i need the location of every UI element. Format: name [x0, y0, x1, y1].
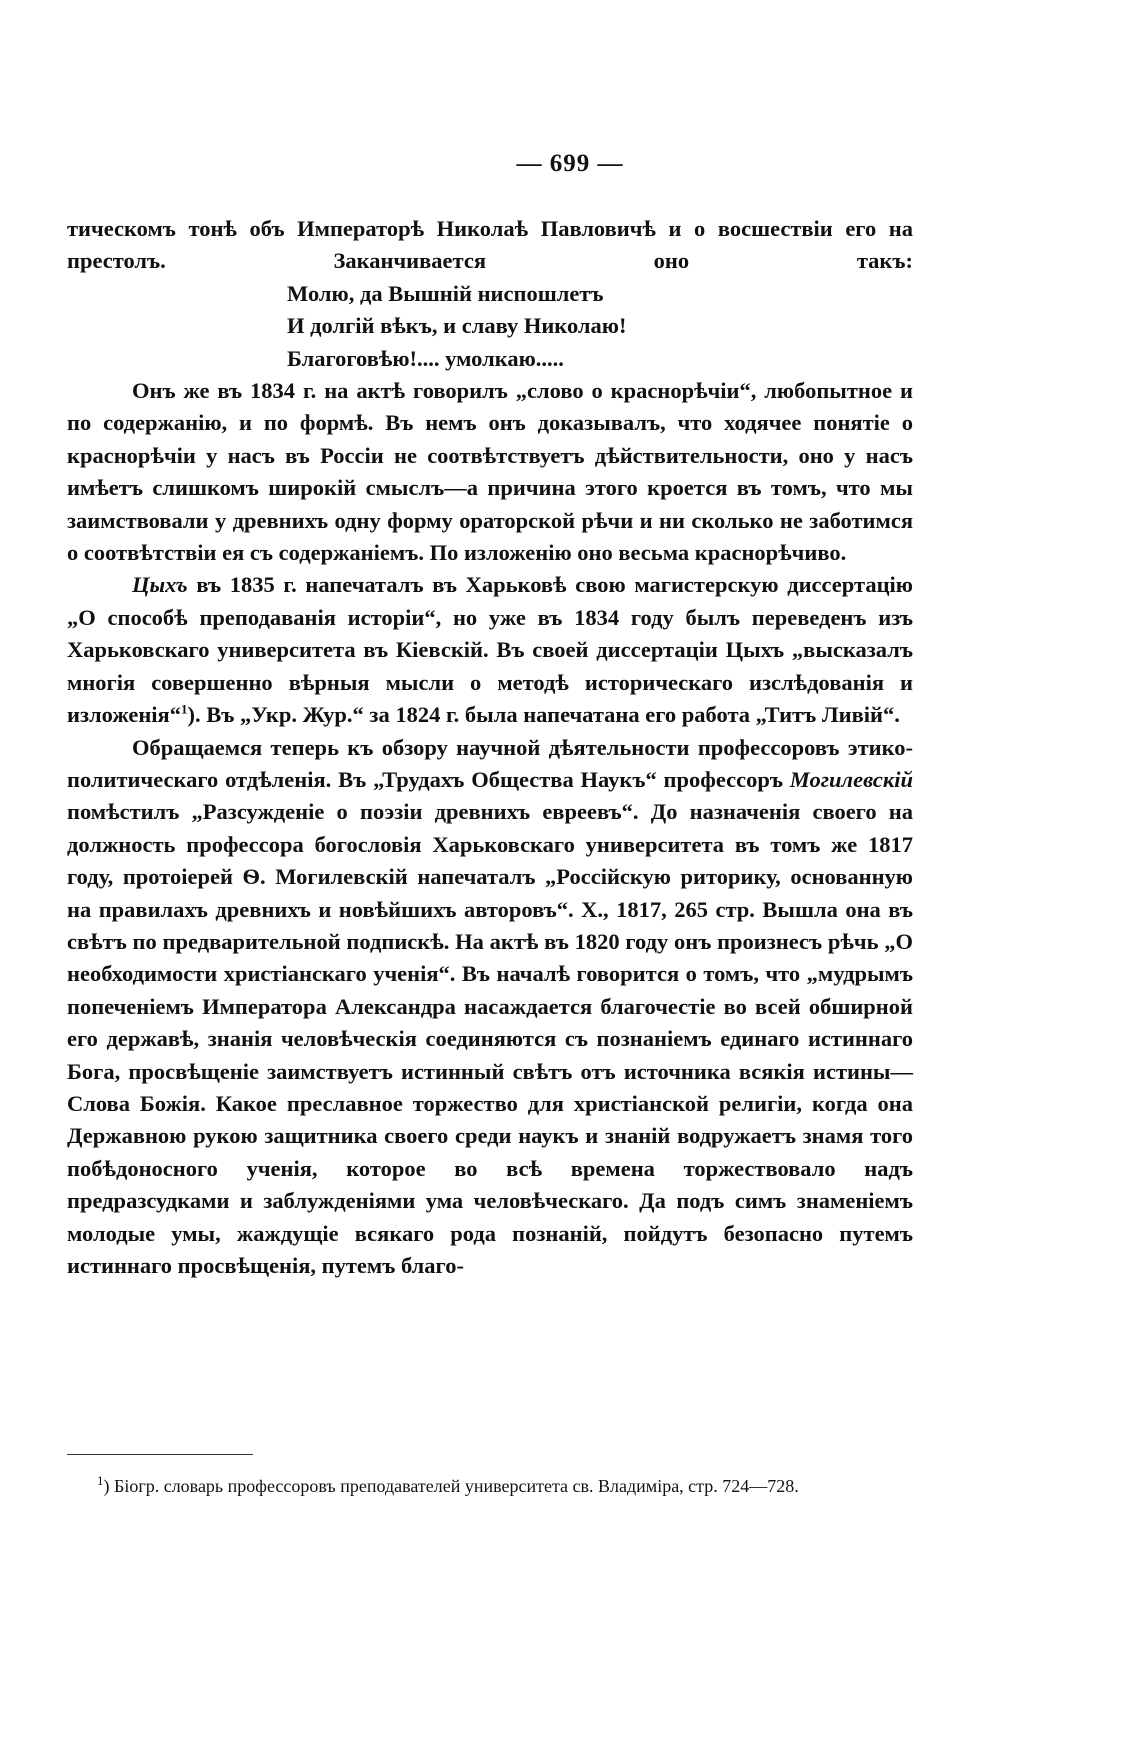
paragraph-3 — [67, 569, 913, 731]
footnote-marker: 1 — [97, 1473, 104, 1488]
page-number: — 699 — — [516, 150, 624, 177]
footnote-ref: 1 — [180, 701, 188, 717]
footnote-divider — [67, 1454, 253, 1455]
person-name-tsykh: Цыхъ — [132, 572, 188, 598]
paragraph-4-text-a: Обращаемся теперь къ обзору научной дѣятельности профессоровъ этико-политическаго отдѣленія. Въ „Трудахъ Общества Наукъ“ профессоръ — [67, 734, 913, 792]
person-name-mogilevsky: Могилевскій — [789, 766, 913, 792]
footnote — [67, 1472, 913, 1500]
verse-line-1: Молю, да Вышній ниспошлетъ — [287, 280, 604, 306]
verse-line-3: Благоговѣю!.... умолкаю..... — [287, 345, 564, 371]
paragraph-4 — [67, 732, 913, 1283]
verse-quote — [287, 278, 913, 375]
paragraph-1: тическомъ тонѣ объ Императорѣ Николаѣ Павловичѣ и о восшествіи его на престолъ. Заканчивается оно такъ: — [67, 216, 913, 274]
main-text — [67, 213, 913, 1282]
paragraph-2: Онъ же въ 1834 г. на актѣ говорилъ „слово о краснорѣчіи“, любопытное и по содержанію, и по формѣ. Въ немъ онъ доказывалъ, что ходячее понятіе о краснорѣчіи у насъ въ Россіи не соотвѣтствуетъ дѣйствительности, оно у насъ имѣетъ слишкомъ широкій смыслъ—а причина этого кроется въ томъ, что мы заимствовали у древнихъ одну форму ораторской рѣчи и ни сколько не заботимся о соотвѣтствіи ея съ содержаніемъ. По изложенію оно весьма краснорѣчиво. — [67, 378, 913, 566]
footnote-text: ) Біогр. словарь профессоровъ преподавателей университета св. Владиміра, стр. 724—728. — [103, 1476, 799, 1496]
paragraph-4-text-b: помѣстилъ „Разсужденіе о поэзіи древнихъ евреевъ“. До назначенія своего на должность профессора богословія Харьковскаго университета въ томъ же 1817 году, протоіерей Ѳ. Могилевскій напечаталъ „Россійскую риторику, основанную на правилахъ древнихъ и новѣйшихъ авторовъ“. Х., 1817, 265 стр. Вышла она въ свѣтъ по предварительной подпискѣ. На актѣ въ 1820 году онъ произнесъ рѣчь „О необходимости христіанскаго ученія“. Въ началѣ говорится о томъ, что „мудрымъ попеченіемъ Императора Александра насаждается благочестіе во всей обширной его державѣ, знанія человѣческія соединяются съ познаніемъ единаго истиннаго Бога, просвѣщеніе заимствуетъ истинный свѣтъ отъ источника всякія истины—Слова Божія. Какое преславное торжество для христіанской религіи, когда она Державною рукою защитника своего среди наукъ и знаній водружаетъ знамя того побѣдоносного ученія, которое во всѣ времена торжествовало надъ предразсудками и заблужденіями ума человѣческаго. Да подъ симъ знаменіемъ молодые умы, жаждущіе всякаго рода познаній, пойдутъ безопасно путемъ истиннаго просвѣщенія, путемъ благо- — [67, 799, 913, 1278]
paragraph-3-text-b: ). Въ „Укр. Жур.“ за 1824 г. была напечатана его работа „Титъ Ливій“. — [187, 702, 900, 728]
verse-line-2: И долгій вѣкъ, и славу Николаю! — [287, 313, 627, 339]
paragraph-3-text-a: въ 1835 г. напечаталъ въ Харьковѣ свою магистерскую диссертацію „О способѣ преподаванія исторіи“, но уже въ 1834 году былъ переведенъ изъ Харьковскаго университета въ Кіевскій. Въ своей диссертаціи Цыхъ „высказалъ многія совершенно вѣрныя мысли о методѣ историческаго изслѣдованія и изложенія“ — [67, 572, 913, 728]
